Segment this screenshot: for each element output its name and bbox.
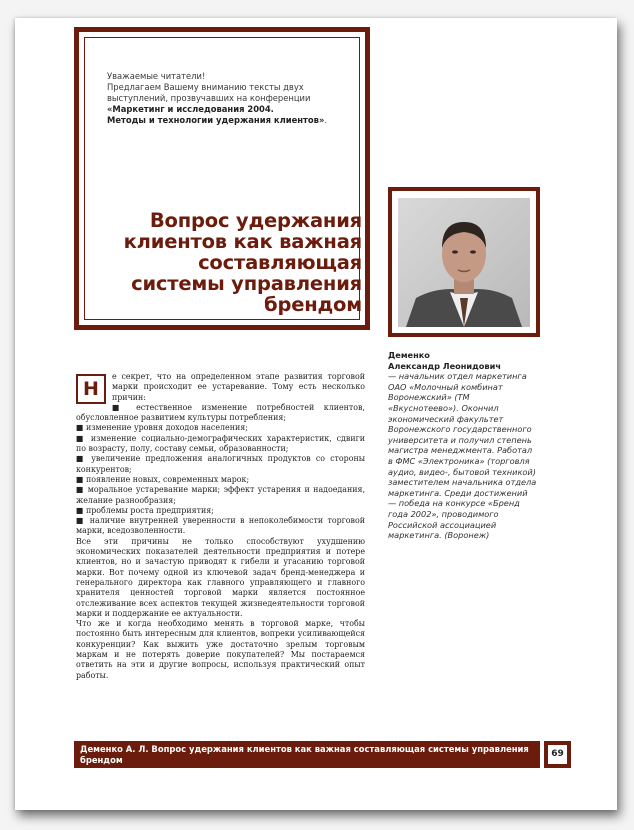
body-paragraph: Что же и когда необходимо менять в торговой марке, чтобы постоянно быть интересным для клиентов, вопреки усиливающейся конкуренции? Как выжить уже достаточно зрелым торговым маркам и не потерять доверие покупателей? Мы постараемся ответить на эти и другие вопросы, используя практический опыт работы. bbox=[76, 619, 365, 680]
list-item: ■ наличие внутренней уверенности в непоколебимости торговой марки, вседозволенности. bbox=[76, 516, 365, 537]
lead-paragraph: е секрет, что на определенном этапе развития торговой марки происходит ее устаревание. Тому есть несколько причин: bbox=[112, 372, 365, 402]
article-body bbox=[76, 372, 365, 681]
title-line: составляющая bbox=[198, 251, 362, 274]
author-photo bbox=[398, 198, 530, 327]
editor-note-greeting: Уважаемые читатели! bbox=[107, 71, 206, 81]
editor-note-text: Предлагаем Вашему вниманию тексты двух выступлений, прозвучавших на конференции bbox=[107, 82, 311, 103]
title-line: Вопрос удержания bbox=[149, 209, 362, 232]
editor-note: Уважаемые читатели! Предлагаем Вашему вниманию тексты двух выступлений, прозвучавших на конференции «Маркетинг и исследования 2004. Методы и технологии удержания клиентов». bbox=[107, 71, 355, 126]
author-name: Александр Леонидович bbox=[388, 360, 501, 371]
author-surname: Деменко bbox=[388, 350, 430, 360]
running-footer bbox=[74, 741, 540, 768]
list-item: ■ изменение уровня доходов населения; bbox=[76, 423, 365, 433]
article-title bbox=[112, 210, 362, 315]
author-info bbox=[388, 350, 538, 541]
title-line: клиентов как важная bbox=[123, 230, 362, 253]
title-line: брендом bbox=[264, 293, 362, 316]
author-bio: — начальник отдел маркетинга ОАО «Молочный комбинат Воронежский» (ТМ «Вкуснотеево»). Окончил экономический факультет Воронежского государственного университета и получил степень магистра менеджмента. Работал в ФМС «Электроника» (торговля аудио, видео-, бытовой техникой) заместителем начальника отдела маркетинга. Среди достижений — победа на конкурсе «Бренд года 2002», проводимого Российской ассоциацией маркетинга. (Воронеж) bbox=[388, 371, 537, 541]
body-paragraph: Все эти причины не только способствуют ухудшению экономических показателей деятельности предприятия и потере клиентов, но и зачастую приводят к гибели и угасанию торговой марки. Вот почему одной из ключевой задач бренд-менеджера и генерального директора как главного управляющего и главного хранителя ценностей торговой марки является постоянное отслеживание всех аспектов текущей жизнедеятельности торговой марки и поддержание ее актуальности. bbox=[76, 536, 365, 618]
conference-subtitle: Методы и технологии удержания клиентов» bbox=[107, 115, 325, 125]
conference-name: «Маркетинг и исследования 2004. bbox=[107, 104, 274, 114]
list-item: ■ естественное изменение потребностей клиентов, обусловленное развитием культуры потребления; bbox=[76, 403, 365, 424]
drop-cap: Н bbox=[76, 374, 106, 404]
list-item: ■ проблемы роста предприятия; bbox=[76, 506, 365, 516]
list-item: ■ увеличение предложения аналогичных продуктов со стороны конкурентов; bbox=[76, 454, 365, 475]
list-item: ■ моральное устаревание марки; эффект устарения и надоедания, желание разнообразия; bbox=[76, 485, 365, 506]
list-item: ■ появление новых, современных марок; bbox=[76, 475, 365, 485]
list-item: ■ изменение социально-демографических характеристик, сдвиги по возрасту, полу, составу семьи, образованности; bbox=[76, 434, 365, 455]
page-number: 69 bbox=[548, 745, 567, 764]
title-line: системы управления bbox=[131, 272, 362, 295]
running-title: Деменко А. Л. Вопрос удержания клиентов как важная составляющая системы управления брендом bbox=[80, 744, 529, 765]
